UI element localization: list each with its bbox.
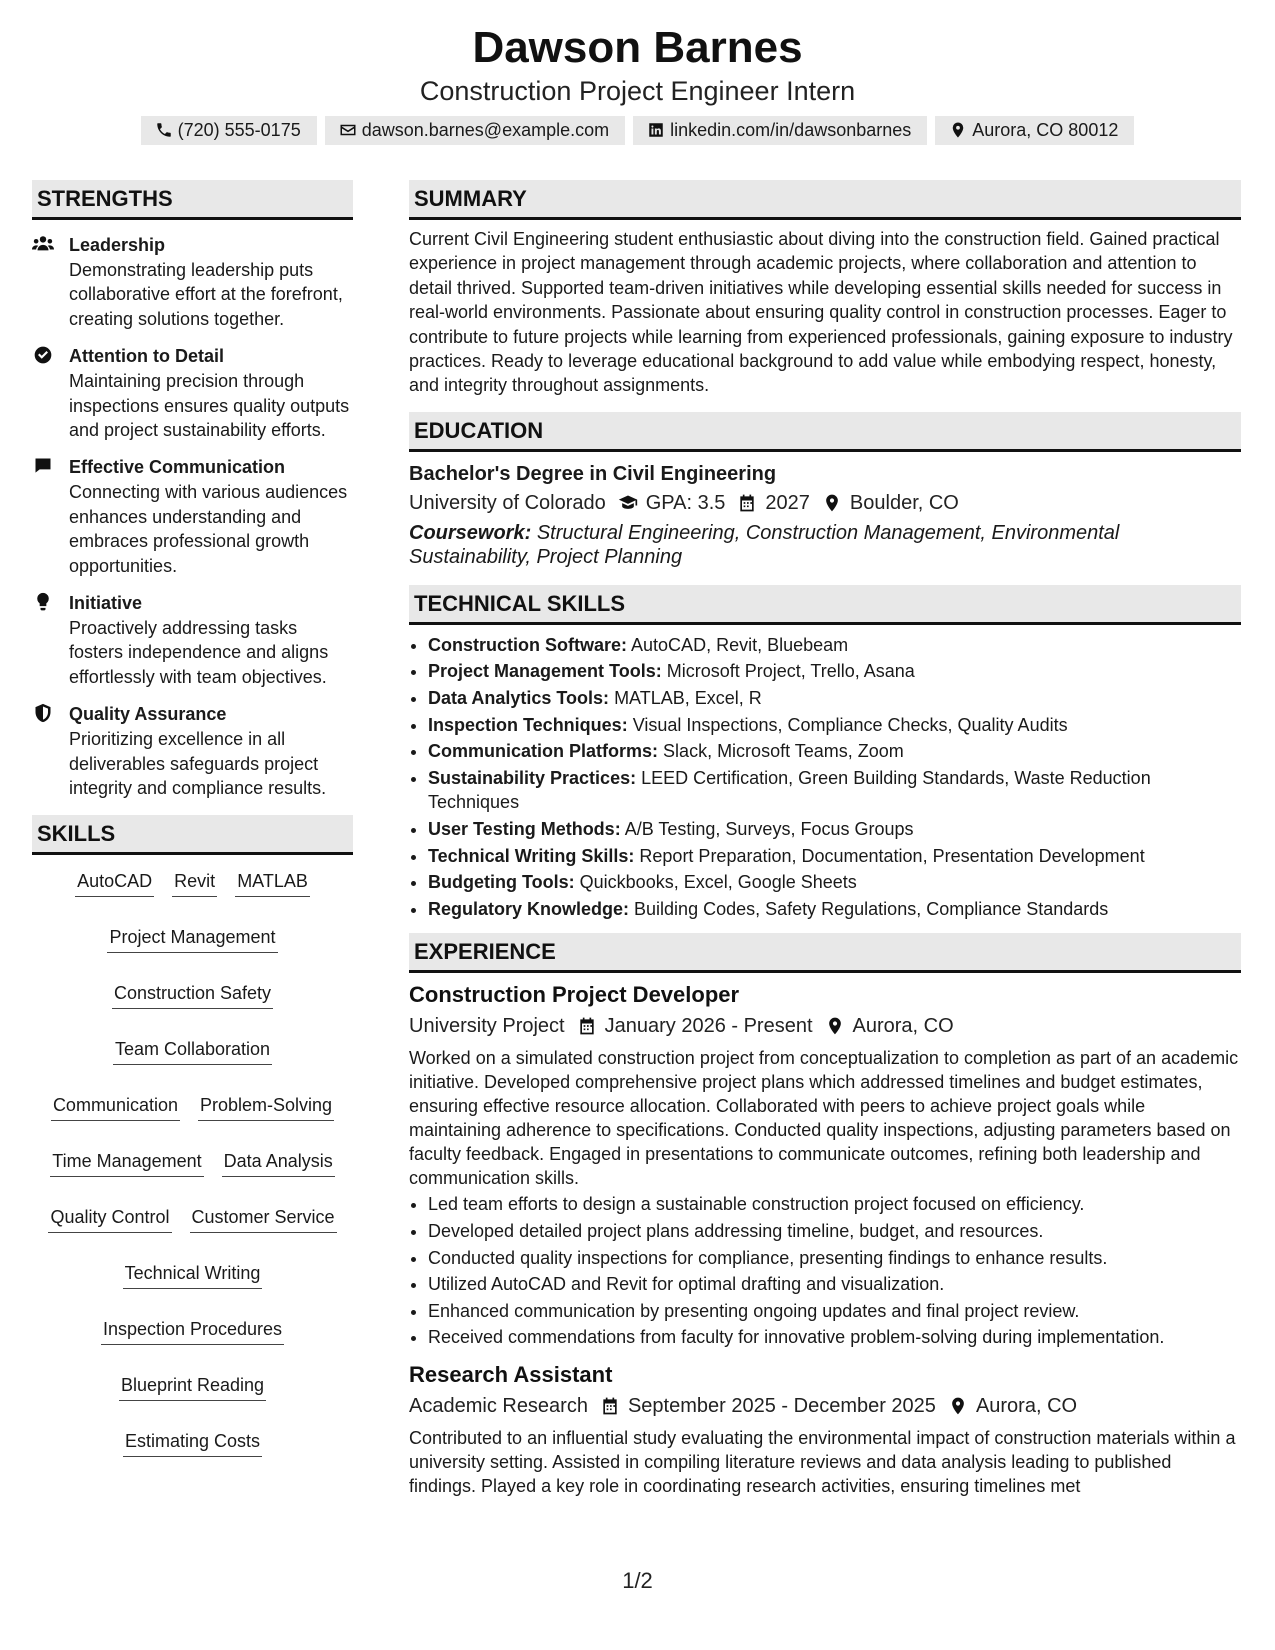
tech-skill-label: Regulatory Knowledge:	[428, 898, 630, 919]
list-item: • Utilized AutoCAD and Revit for optimal drafting and visualization.	[428, 1272, 1241, 1296]
calendar-icon	[577, 1016, 597, 1036]
candidate-title: Construction Project Engineer Intern	[419, 76, 856, 106]
contact-location	[935, 116, 1134, 145]
job-meta	[409, 1011, 1241, 1041]
education-entry	[409, 460, 1241, 569]
coursework-list: Structural Engineering, Construction Management, Environmental Sustainability, Project Planning	[409, 521, 1120, 568]
candidate-name: Dawson Barnes	[472, 23, 803, 72]
tech-skill-value: Quickbooks, Excel, Google Sheets	[579, 872, 857, 893]
degree-name: Bachelor's Degree in Civil Engineering	[409, 462, 777, 485]
strength-desc: Maintaining precision through inspections ensures quality outputs and project sustainability efforts.	[69, 371, 350, 441]
tech-skill-label: Technical Writing Skills:	[428, 845, 635, 866]
coursework	[409, 521, 1241, 569]
job-title: Research Assistant	[409, 1362, 613, 1388]
strength-item	[32, 701, 353, 800]
strength-title: Attention to Detail	[69, 346, 224, 367]
contact-email-text: dawson.barnes@example.com	[361, 120, 610, 140]
tech-skill-label: User Testing Methods:	[428, 819, 621, 839]
graduation-cap-icon	[618, 493, 638, 513]
job-meta	[409, 1391, 1241, 1421]
page-number: 1/2	[622, 1568, 653, 1593]
map-pin-icon	[822, 493, 842, 513]
strength-item	[32, 590, 353, 689]
skill-tag: Time Management	[50, 1149, 203, 1177]
technical-skills-heading: TECHNICAL SKILLS	[409, 585, 1241, 625]
calendar-icon	[600, 1396, 620, 1416]
list-item	[428, 766, 1241, 815]
job-entry	[409, 979, 1241, 1349]
skills-heading: SKILLS	[32, 815, 353, 855]
job-description: Contributed to an influential study evaluating the environmental impact of construction materials within a university setting. Assisted in compiling literature reviews and data analysis leading to published findings. Played a key role in coordinating research activities, ensuring timelines met	[409, 1428, 1236, 1497]
skill-tag: Revit	[172, 869, 217, 897]
comment-icon	[32, 456, 54, 476]
right-column	[409, 180, 1241, 1498]
list-item	[428, 659, 1241, 684]
education-meta	[409, 488, 1241, 518]
strengths-heading: STRENGTHS	[32, 180, 353, 220]
contact-bar	[0, 116, 1275, 145]
strength-title: Effective Communication	[69, 457, 286, 478]
strength-title: Quality Assurance	[69, 704, 227, 725]
job-dates: September 2025 - December 2025	[627, 1395, 936, 1418]
tech-skill-value: Slack, Microsoft Teams, Zoom	[663, 741, 904, 762]
strength-desc: Proactively addressing tasks fosters independence and aligns effortlessly with team objectives.	[69, 618, 329, 687]
lightbulb-icon	[32, 592, 54, 612]
list-item	[428, 739, 1241, 764]
left-column	[32, 180, 353, 1457]
technical-skills-list	[428, 633, 1241, 922]
tech-skill-value: LEED Certification, Green Building Standards, Waste Reduction Techniques	[428, 767, 1151, 813]
check-circle-icon	[32, 345, 54, 365]
job-location: Aurora, CO	[975, 1395, 1078, 1418]
contact-linkedin	[633, 116, 927, 145]
strength-desc: Demonstrating leadership puts collaborative effort at the forefront, creating solutions together.	[69, 260, 343, 329]
job-org: Academic Research	[409, 1395, 588, 1418]
skill-tag: Blueprint Reading	[119, 1373, 266, 1401]
skill-tag: Estimating Costs	[123, 1429, 262, 1457]
strength-title: Leadership	[69, 235, 166, 255]
job-description: Worked on a simulated construction project from conceptualization to completion as part of an academic initiative. Developed comprehensive project plans which addressed timelines and budget estimates, ensuring effective resource allocation. Collaborated with peers to achieve project goals while maintaining adherence to specifications. Conducted quality inspections, adjusting parameters based on faculty feedback. Engaged in presentations to communicate outcomes, refining both leadership and communication skills.	[409, 1048, 1239, 1189]
tech-skill-value: Visual Inspections, Compliance Checks, Quality Audits	[632, 714, 1068, 735]
skill-tag: Communication	[51, 1093, 180, 1121]
job-dates: January 2026 - Present	[604, 1015, 813, 1038]
envelope-icon	[339, 121, 357, 139]
resume-header	[0, 22, 1275, 145]
map-pin-icon	[825, 1016, 845, 1036]
list-item	[428, 870, 1241, 895]
strength-desc: Connecting with various audiences enhances understanding and embraces professional growth opportunities.	[69, 482, 348, 576]
skill-tag: AutoCAD	[75, 869, 154, 897]
tech-skill-label: Construction Software:	[428, 634, 628, 655]
skill-tag: Project Management	[107, 925, 277, 953]
skill-tag: Problem-Solving	[198, 1093, 334, 1121]
summary-heading: SUMMARY	[409, 180, 1241, 220]
list-item: • Enhanced communication by presenting ongoing updates and final project review.	[428, 1299, 1241, 1323]
skill-tag: Inspection Procedures	[101, 1317, 284, 1345]
education-heading: EDUCATION	[409, 412, 1241, 452]
calendar-icon	[737, 493, 757, 513]
strength-item	[32, 343, 353, 442]
experience-heading: EXPERIENCE	[409, 933, 1241, 973]
list-item	[428, 897, 1241, 922]
job-org: University Project	[409, 1015, 565, 1038]
skill-tag: MATLAB	[235, 869, 310, 897]
map-pin-icon	[949, 121, 967, 139]
contact-location-text: Aurora, CO 80012	[972, 120, 1119, 140]
list-item: • Conducted quality inspections for compliance, presenting findings to enhance results.	[428, 1246, 1241, 1270]
linkedin-icon	[647, 121, 665, 139]
skill-tag: Data Analysis	[222, 1149, 335, 1177]
list-item: • Led team efforts to design a sustainable construction project focused on efficiency.	[428, 1192, 1241, 1216]
tech-skill-value: Building Codes, Safety Regulations, Compliance Standards	[634, 898, 1109, 919]
tech-skill-label: Budgeting Tools:	[428, 872, 575, 893]
list-item: • Received commendations from faculty for innovative problem-solving during implementation.	[428, 1325, 1241, 1349]
contact-phone	[141, 116, 317, 145]
tech-skill-value: Report Preparation, Documentation, Presentation Development	[639, 845, 1145, 866]
job-entry	[409, 1359, 1241, 1498]
tech-skill-value: Microsoft Project, Trello, Asana	[666, 661, 915, 682]
strength-desc: Prioritizing excellence in all deliverables safeguards project integrity and compliance results.	[69, 729, 327, 799]
coursework-label: Coursework:	[409, 521, 532, 544]
users-icon	[32, 234, 54, 254]
tech-skill-value: MATLAB, Excel, R	[614, 688, 762, 709]
tech-skill-label: Inspection Techniques:	[428, 714, 628, 735]
list-item	[428, 817, 1241, 842]
contact-phone-text: (720) 555-0175	[177, 120, 301, 140]
strengths-list	[32, 232, 353, 801]
skill-tag: Construction Safety	[112, 981, 273, 1009]
skills-list	[32, 869, 353, 1457]
tech-skill-label: Project Management Tools:	[428, 661, 662, 682]
tech-skill-value: A/B Testing, Surveys, Focus Groups	[624, 819, 914, 839]
map-pin-icon	[948, 1396, 968, 1416]
list-item: • Developed detailed project plans addressing timeline, budget, and resources.	[428, 1219, 1241, 1243]
gpa: GPA: 3.5	[645, 491, 726, 514]
list-item	[428, 686, 1241, 711]
tech-skill-label: Data Analytics Tools:	[428, 688, 610, 709]
phone-icon	[155, 121, 173, 139]
list-item	[428, 713, 1241, 738]
skill-tag: Quality Control	[48, 1205, 171, 1233]
job-location: Aurora, CO	[852, 1015, 954, 1038]
contact-linkedin-text: linkedin.com/in/dawsonbarnes	[670, 120, 912, 140]
graduation-year: 2027	[765, 491, 810, 514]
strength-title: Initiative	[69, 593, 143, 614]
tech-skill-value: AutoCAD, Revit, Bluebeam	[631, 634, 849, 655]
contact-email	[325, 116, 625, 145]
skill-tag: Technical Writing	[123, 1261, 263, 1289]
strength-item	[32, 454, 353, 578]
summary-text: Current Civil Engineering student enthusiastic about diving into the construction field. Gained practical experience in project management through academic projects, where collaboration and attention to detail thrived. Supported team-driven initiatives while developing essential skills needed for success in real-world environments. Passionate about ensuring quality control in construction processes. Eager to contribute to future projects while learning from experienced professionals, gaining exposure to industry practices. Ready to leverage educational background to add value while embodying respect, honesty, and integrity throughout assignments.	[409, 229, 1233, 396]
shield-icon	[32, 703, 54, 723]
list-item	[428, 844, 1241, 869]
skill-tag: Customer Service	[190, 1205, 337, 1233]
strength-item	[32, 232, 353, 331]
school-name: University of Colorado	[409, 491, 606, 514]
tech-skill-label: Communication Platforms:	[428, 741, 659, 762]
job-bullets	[428, 1192, 1241, 1349]
tech-skill-label: Sustainability Practices:	[428, 767, 637, 788]
skill-tag: Team Collaboration	[113, 1037, 272, 1065]
list-item	[428, 633, 1241, 658]
job-title: Construction Project Developer	[409, 982, 740, 1008]
school-location: Boulder, CO	[849, 491, 959, 514]
